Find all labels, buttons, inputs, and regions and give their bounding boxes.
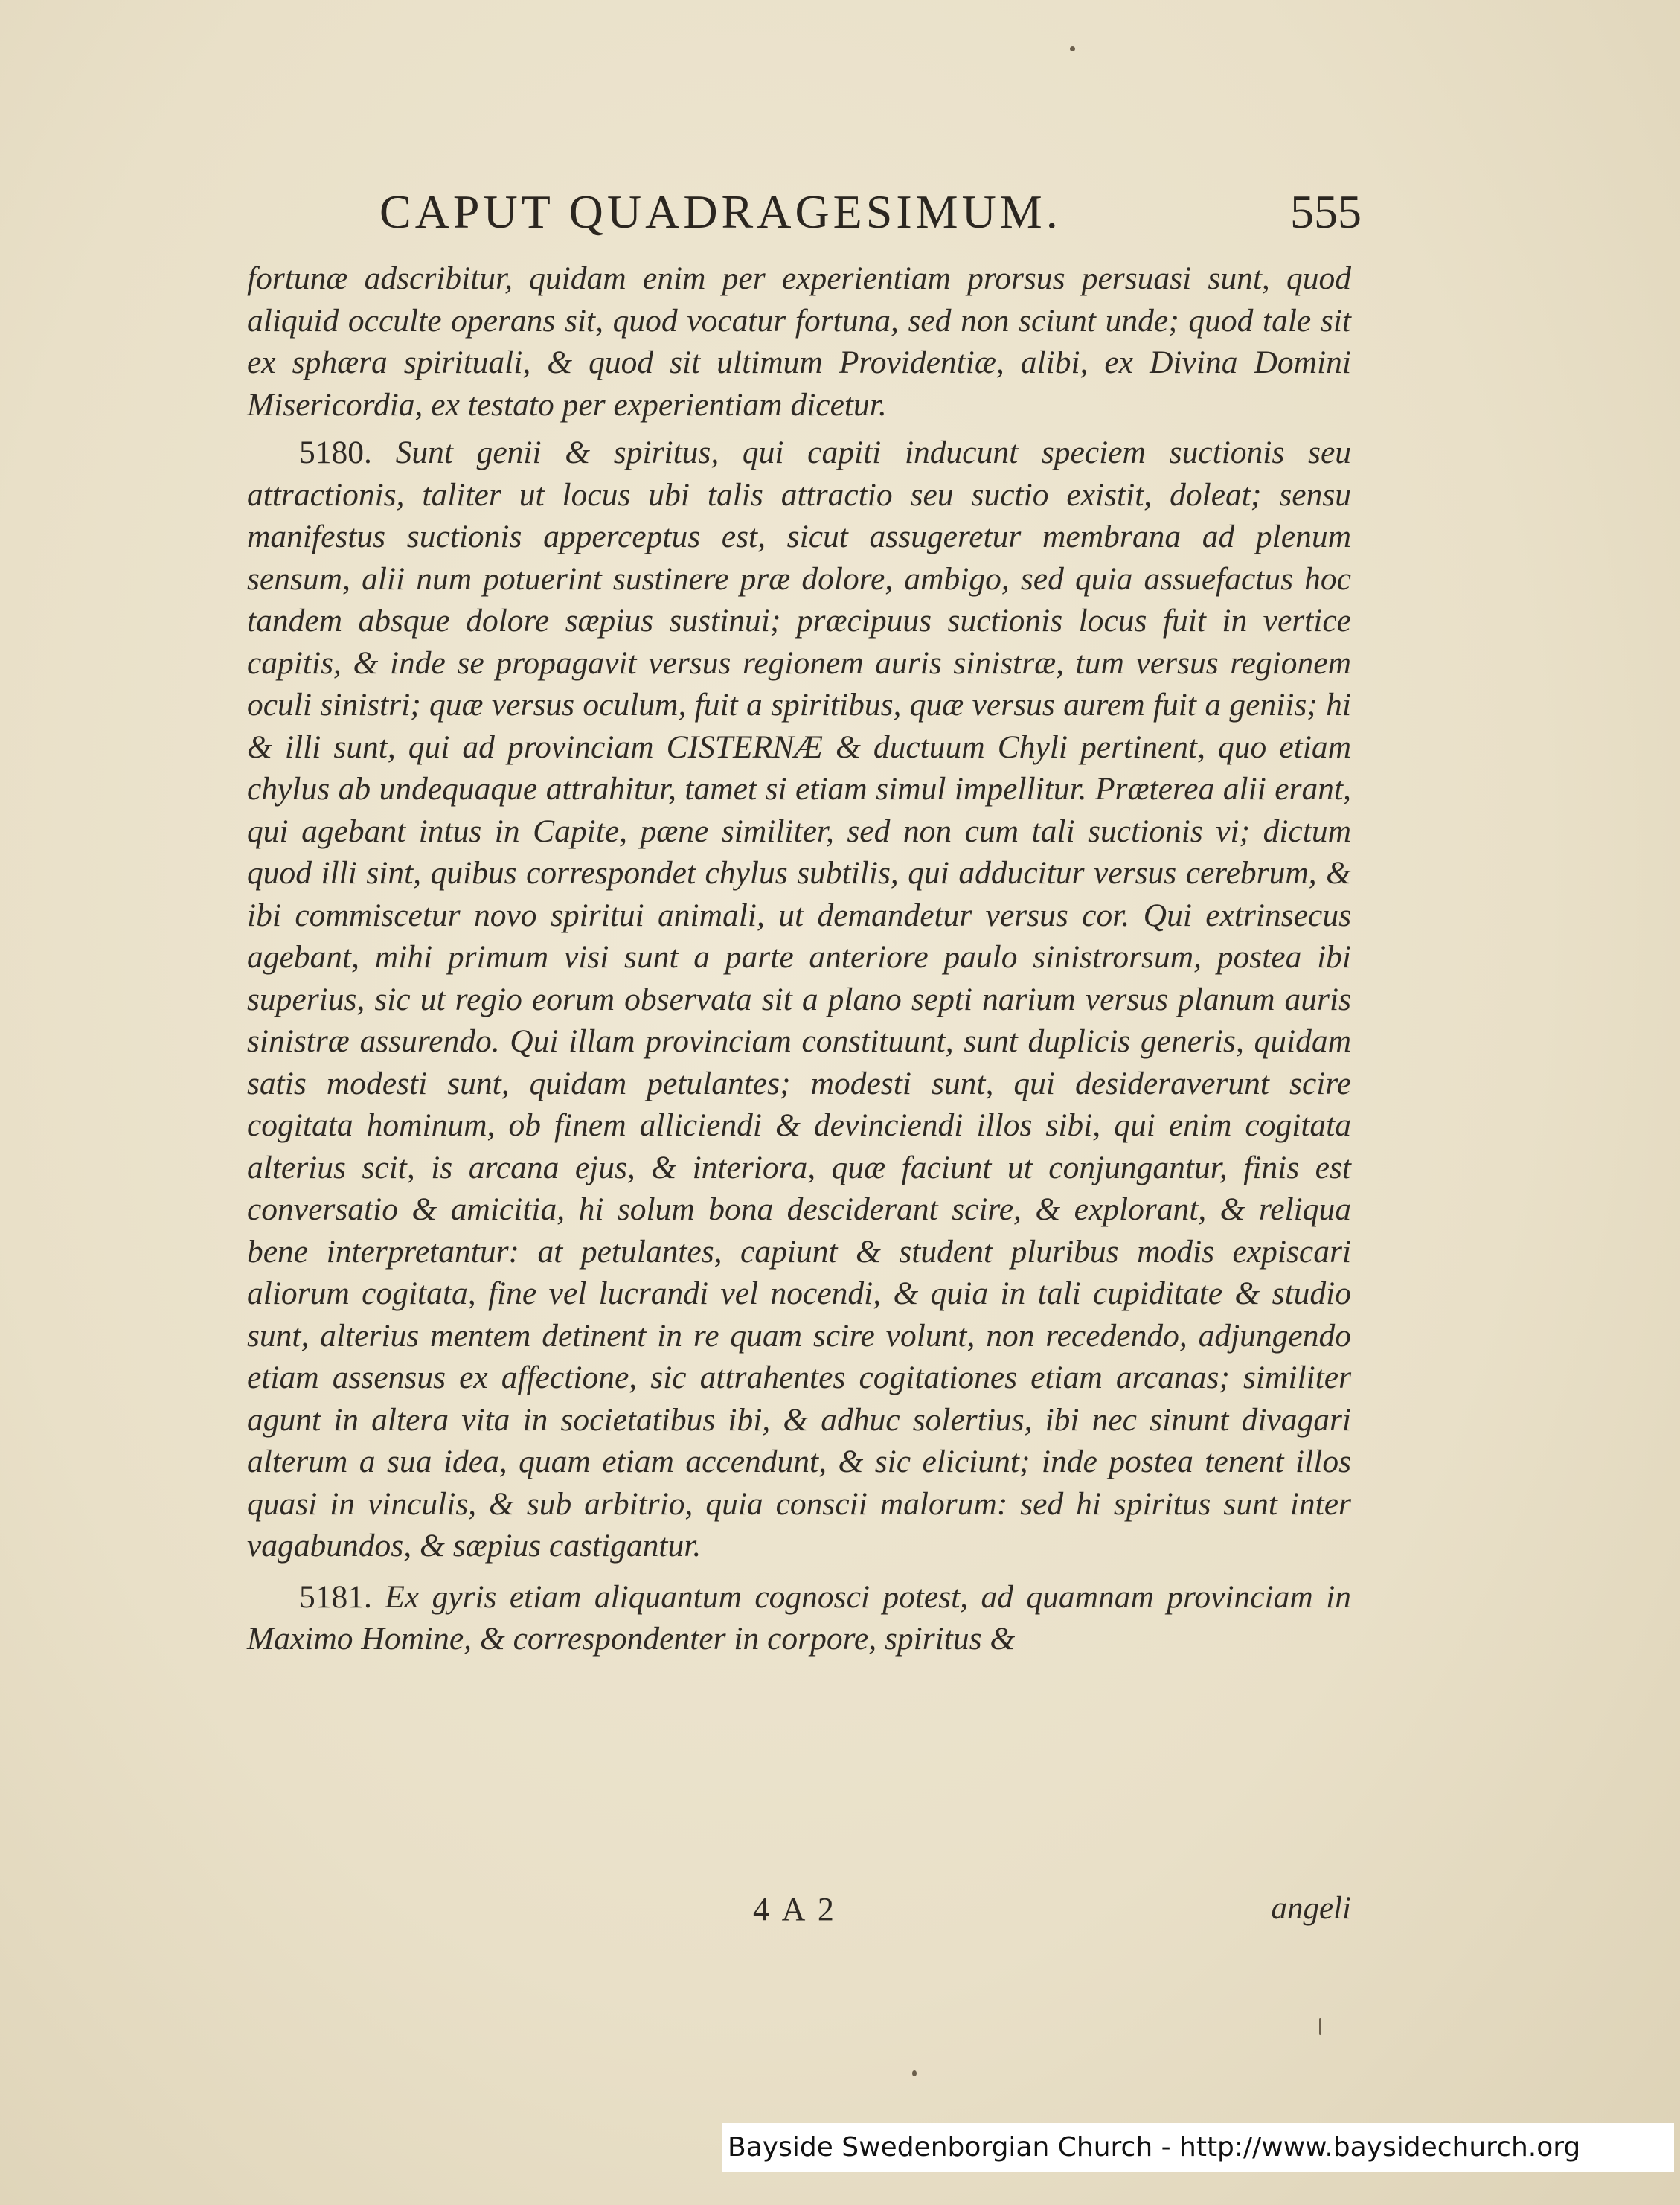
paper-speck [912, 2070, 917, 2076]
paragraph-text: fortunæ adscribitur, quidam enim per experientiam prorsus persuasi sunt, quod aliquid occulte operans sit, quod vocatur fortuna, sed non sciunt unde; quod tale sit ex sphæra spirituali, & quod sit ultimum Providentiæ, alibi, ex Divina Domini Misericordia, ex testato per experientiam dicetur. [247, 260, 1351, 423]
body-text [247, 257, 1351, 1660]
running-head: CAPUT QUADRAGESIMUM. [379, 185, 1062, 238]
paragraph-continuation [247, 257, 1351, 426]
paragraph-text: Sunt genii & spiritus, qui capiti inducunt speciem suctionis seu attractionis, taliter ut locus ubi talis attractio seu suctio existit, doleat; sensu manifestus suctionis apperceptus est, sicut assugeretur membrana ad plenum sensum, alii num potuerint sustinere præ dolore, ambigo, sed quia assuefactus hoc tandem absque dolore sæpius sustinui; præcipuus suctionis locus fuit in vertice capitis, & inde se propagavit versus regionem auris sinistræ, tum versus regionem oculi sinistri; quæ versus oculum, fuit a spiritibus, quæ versus aurem fuit a geniis; hi & illi sunt, qui ad provinciam CISTERNÆ & ductuum Chyli pertinent, quo etiam chylus ab undequaque attrahitur, tamet si etiam simul impellitur. Præterea alii erant, qui agebant intus in Capite, pæne similiter, sed non cum tali suctionis vi; dictum quod illi sint, quibus correspondet chylus subtilis, qui adducitur versus cerebrum, & ibi commiscetur novo spiritui animali, ut demandetur versus cor. Qui extrinsecus agebant, mihi primum visi sunt a parte anteriore paulo sinistrorsum, postea ibi superius, sic ut regio eorum observata sit a plano septi narium versus planum auris sinistræ assurendo. Qui illam provinciam constituunt, sunt duplicis generis, quidam satis modesti sunt, quidam petulantes; modesti sunt, qui desideraverunt scire cogitata hominum, ob finem alliciendi & devinciendi illos sibi, qui enim cogitata alterius scit, is arcana ejus, & interiora, quæ faciunt ut conjungantur, finis est conversatio & amicitia, hi solum bona desciderant scire, & explorant, & reliqua bene interpretantur: at petulantes, capiunt & student pluribus modis expiscari aliorum cogitata, fine vel lucrandi vel nocendi, & quia in tali cupiditate & studio sunt, alterius mentem detinent in re quam scire volunt, non recedendo, adjungendo etiam assensus ex affectione, sic attrahentes cogitationes etiam arcanas; similiter agunt in altera vita in societatibus ibi, & adhuc solertius, ibi nec sinunt divagari alterum a sua idea, quam etiam accendunt, & sic eliciunt; inde postea tenent illos quasi in vinculis, & sub arbitrio, quia conscii malorum: sed hi spiritus sunt inter vagabundos, & sæpius castigantur. [247, 435, 1351, 1564]
paper-speck [1319, 2018, 1321, 2035]
paragraph-number: 5180. [299, 435, 372, 470]
paragraph-5181 [247, 1576, 1351, 1660]
page-number: 555 [1290, 185, 1362, 238]
paragraph-5180 [247, 432, 1351, 1567]
paragraph-text: Ex gyris etiam aliquantum cognosci potest, ad quamnam provinciam in Maximo Homine, & correspondenter in corpore, spiritus & [247, 1578, 1351, 1657]
catchword: angeli [1271, 1891, 1351, 1926]
paper-speck [1070, 46, 1075, 51]
page-footer [247, 1890, 1351, 1935]
paragraph-number: 5181. [299, 1578, 372, 1615]
source-watermark: Bayside Swedenborgian Church - http://www.baysidechurch.org [722, 2123, 1674, 2172]
signature-mark: 4 A 2 [753, 1891, 837, 1927]
page-header [379, 185, 1362, 252]
